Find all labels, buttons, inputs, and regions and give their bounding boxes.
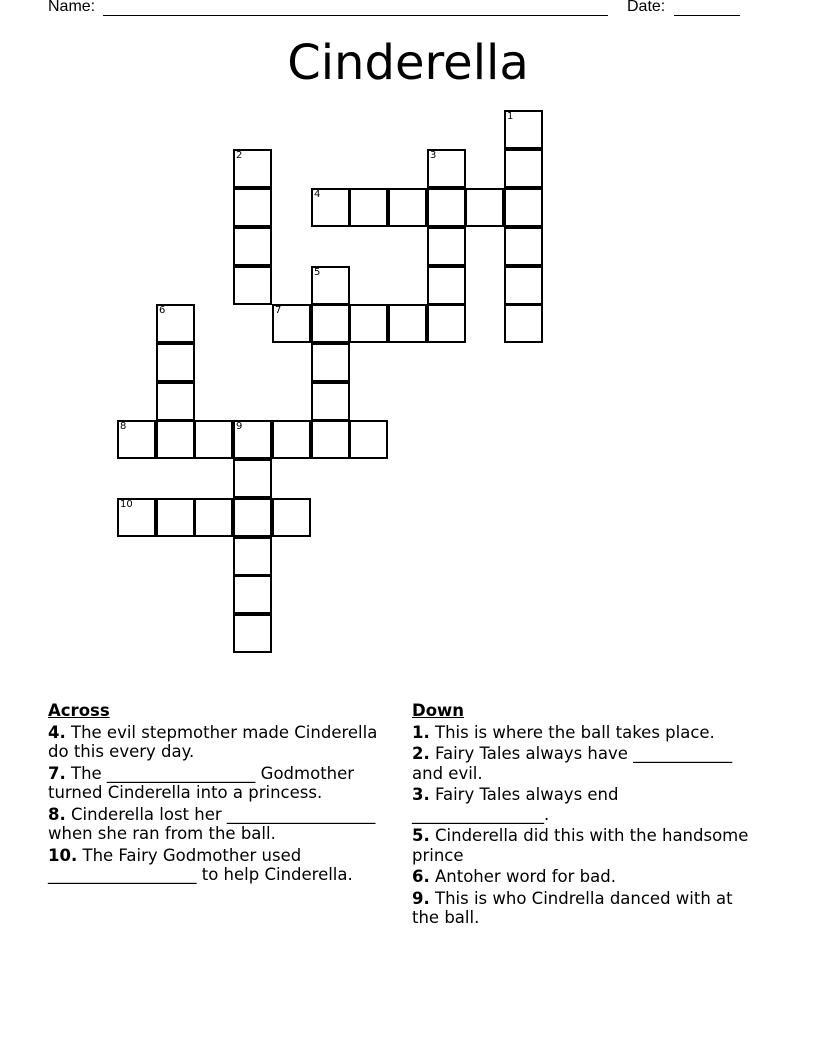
crossword-cell[interactable] bbox=[117, 420, 156, 459]
clue-text: The __________________ Godmother turned Cinderella into a princess. bbox=[48, 763, 355, 802]
clue-text: Antoher word for bad. bbox=[435, 867, 616, 886]
crossword-cell[interactable] bbox=[427, 266, 466, 305]
crossword-cell[interactable] bbox=[156, 498, 195, 537]
crossword-cell[interactable] bbox=[194, 420, 233, 459]
crossword-cell[interactable] bbox=[504, 227, 543, 266]
crossword-cell[interactable] bbox=[233, 188, 272, 227]
crossword-cell[interactable] bbox=[272, 498, 311, 537]
crossword-cell[interactable] bbox=[349, 188, 388, 227]
cell-number: 9 bbox=[236, 421, 243, 432]
crossword-cell[interactable] bbox=[233, 227, 272, 266]
clue-text: The Fairy Godmother used __________________ to help Cinderella. bbox=[48, 845, 353, 884]
crossword-cell[interactable] bbox=[388, 188, 427, 227]
crossword-cell[interactable] bbox=[465, 188, 504, 227]
crossword-cell[interactable] bbox=[233, 459, 272, 498]
crossword-cell[interactable] bbox=[156, 304, 195, 343]
crossword-cell[interactable] bbox=[156, 343, 195, 382]
crossword-cell[interactable] bbox=[311, 382, 350, 421]
crossword-cell[interactable] bbox=[504, 304, 543, 343]
crossword-cell[interactable] bbox=[349, 304, 388, 343]
crossword-cell[interactable] bbox=[233, 266, 272, 305]
across-heading: Across bbox=[48, 701, 110, 720]
clue-down-5 bbox=[412, 826, 757, 865]
name-label: Name: bbox=[48, 0, 96, 15]
cell-number: 6 bbox=[159, 305, 166, 316]
cell-number: 5 bbox=[314, 267, 321, 278]
crossword-cell[interactable] bbox=[194, 498, 233, 537]
crossword-cell[interactable] bbox=[233, 498, 272, 537]
crossword-cell[interactable] bbox=[272, 304, 311, 343]
down-heading: Down bbox=[412, 701, 465, 720]
crossword-cell[interactable] bbox=[427, 188, 466, 227]
crossword-cell[interactable] bbox=[504, 266, 543, 305]
crossword-cell[interactable] bbox=[504, 188, 543, 227]
crossword-cell[interactable] bbox=[233, 149, 272, 188]
crossword-cell[interactable] bbox=[427, 227, 466, 266]
clue-across-10 bbox=[48, 846, 400, 885]
crossword-cell[interactable] bbox=[156, 382, 195, 421]
date-label: Date: bbox=[627, 0, 666, 15]
crossword-cell[interactable] bbox=[427, 149, 466, 188]
clue-text: This is where the ball takes place. bbox=[435, 722, 715, 742]
crossword-cell[interactable] bbox=[504, 110, 543, 149]
crossword-cell[interactable] bbox=[233, 614, 272, 653]
cell-number: 8 bbox=[120, 421, 127, 432]
cell-number: 1 bbox=[507, 111, 514, 122]
clue-down-6 bbox=[412, 867, 757, 887]
cell-number: 2 bbox=[236, 150, 243, 161]
clue-number: 9. bbox=[412, 888, 430, 908]
across-clues bbox=[48, 701, 400, 887]
crossword-cell[interactable] bbox=[311, 188, 350, 227]
clue-number: 5. bbox=[412, 826, 430, 845]
clue-number: 8. bbox=[48, 804, 66, 824]
clue-text: Fairy Tales always have ____________ and evil. bbox=[412, 744, 733, 783]
crossword-cell[interactable] bbox=[311, 343, 350, 382]
clue-down-3 bbox=[412, 785, 757, 824]
clue-text: Cinderella lost her __________________ when she ran from the ball. bbox=[48, 804, 376, 843]
crossword-cell[interactable] bbox=[117, 498, 156, 537]
cell-number: 10 bbox=[120, 499, 133, 510]
clue-number: 6. bbox=[412, 867, 430, 886]
clue-text: This is who Cindrella danced with at the ball. bbox=[412, 888, 733, 927]
crossword-cell[interactable] bbox=[311, 304, 350, 343]
crossword-cell[interactable] bbox=[427, 304, 466, 343]
clue-text: The evil stepmother made Cinderella do this every day. bbox=[48, 722, 378, 761]
cell-number: 4 bbox=[314, 189, 321, 200]
crossword-cell[interactable] bbox=[233, 575, 272, 614]
clue-across-7 bbox=[48, 764, 400, 803]
clue-across-8 bbox=[48, 805, 400, 844]
clue-down-1 bbox=[412, 723, 757, 743]
cell-number: 3 bbox=[430, 150, 437, 161]
name-line[interactable] bbox=[103, 15, 608, 16]
clue-across-4 bbox=[48, 723, 400, 762]
crossword-cell[interactable] bbox=[311, 420, 350, 459]
crossword-cell[interactable] bbox=[311, 266, 350, 305]
crossword-cell[interactable] bbox=[233, 537, 272, 576]
crossword-cell[interactable] bbox=[388, 304, 427, 343]
clue-text: Fairy Tales always end ________________. bbox=[412, 785, 619, 824]
down-clues bbox=[412, 701, 757, 930]
page-title: Cinderella bbox=[287, 35, 529, 91]
clue-number: 4. bbox=[48, 722, 66, 742]
clue-number: 1. bbox=[412, 722, 430, 742]
clue-down-2 bbox=[412, 744, 757, 783]
crossword-cell[interactable] bbox=[272, 420, 311, 459]
clue-number: 2. bbox=[412, 744, 430, 763]
clue-number: 7. bbox=[48, 763, 66, 783]
date-line[interactable] bbox=[674, 15, 740, 16]
crossword-cell[interactable] bbox=[504, 149, 543, 188]
crossword-cell[interactable] bbox=[156, 420, 195, 459]
clue-text: Cinderella did this with the handsome prince bbox=[412, 826, 749, 865]
clue-number: 10. bbox=[48, 845, 78, 865]
crossword-cell[interactable] bbox=[233, 420, 272, 459]
clue-number: 3. bbox=[412, 785, 430, 804]
cell-number: 7 bbox=[275, 305, 282, 316]
crossword-cell[interactable] bbox=[349, 420, 388, 459]
clue-down-9 bbox=[412, 889, 757, 928]
